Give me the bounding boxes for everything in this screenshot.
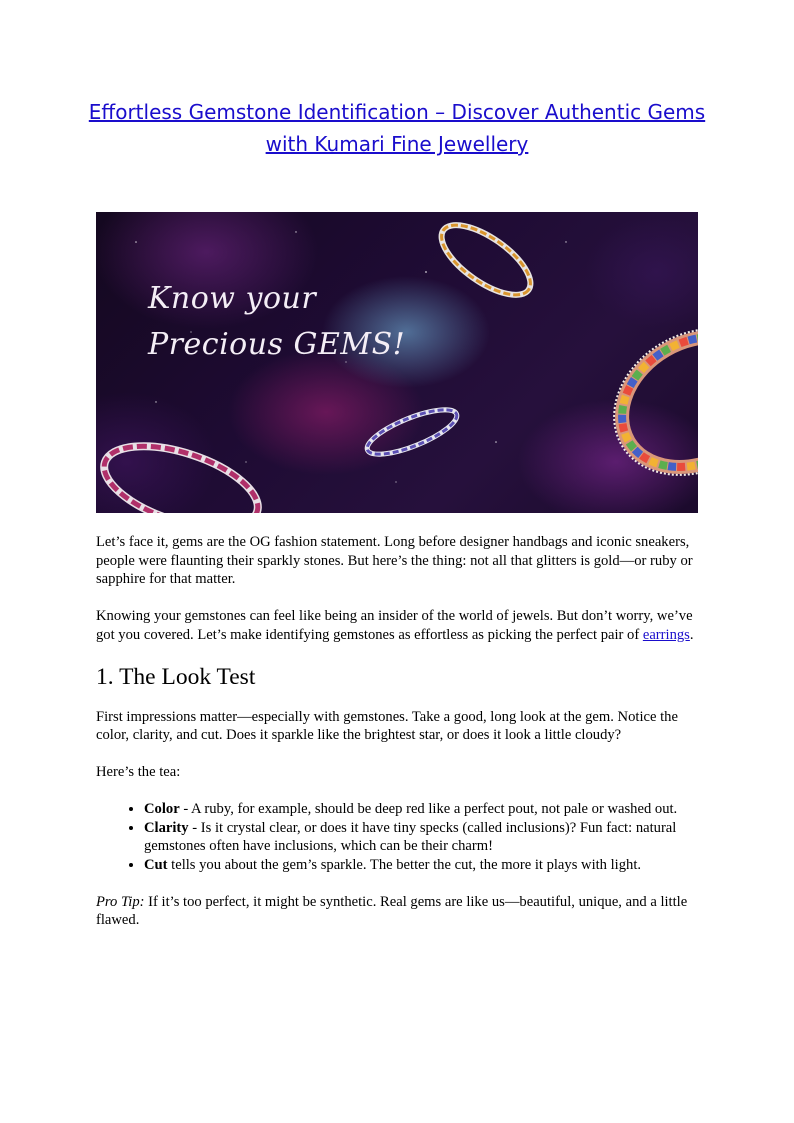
hero-line-1: Know your	[148, 281, 317, 316]
tea-line: Here’s the tea:	[96, 764, 181, 780]
bullet-term: Clarity	[144, 819, 189, 836]
document-title[interactable]: Effortless Gemstone Identification – Discover Authentic Gems with Kumari Fine Jewellery	[88, 100, 706, 156]
hero-line-2: Precious GEMS!	[148, 327, 406, 362]
pro-tip-paragraph	[96, 893, 698, 930]
pro-tip-text: If it’s too perfect, it might be synthetic. Real gems are like us—beautiful, unique, and a little flawed.	[96, 893, 688, 928]
bullet-text: tells you about the gem’s sparkle. The better the cut, the more it plays with light.	[167, 856, 642, 873]
pro-tip-label: Pro Tip:	[96, 893, 145, 910]
section-heading-look-test: 1. The Look Test	[96, 663, 256, 690]
bullet-term: Cut	[144, 856, 168, 873]
look-test-paragraph: First impressions matter—especially with gemstones. Take a good, long look at the gem. Notice the color, clarity, and cut. Does it sparkle like the brightest star, or does it look a little cloudy?	[96, 708, 678, 743]
paragraph-2	[96, 607, 698, 644]
hero-banner-image	[96, 212, 698, 513]
list-item	[144, 800, 698, 819]
hero-heading	[148, 276, 405, 368]
bullet-text: - Is it crystal clear, or does it have tiny specks (called inclusions)? Fun fact: natural gemstones often have inclusions, which can be their charm!	[144, 819, 677, 854]
bullet-term: Color	[144, 801, 180, 817]
bullet-list	[96, 800, 698, 874]
list-item	[144, 856, 698, 875]
paragraph-2-after: .	[689, 626, 694, 643]
intro-paragraph: Let’s face it, gems are the OG fashion statement. Long before designer handbags and iconic sneakers, people were flaunting their sparkly stones. But here’s the thing: not all that glitters is gold—or ruby or sapphire for that matter.	[96, 534, 693, 587]
list-item	[144, 819, 698, 856]
bullet-text: - A ruby, for example, should be deep red like a perfect pout, not pale or washed out.	[179, 801, 678, 817]
paragraph-2-text: Knowing your gemstones can feel like being an insider of the world of jewels. But don’t worry, we’ve got you covered. Let’s make identifying gemstones as effortless as picking the perfect pair of	[96, 608, 693, 643]
earrings-link[interactable]: earrings	[642, 626, 690, 643]
article-body	[96, 533, 698, 948]
